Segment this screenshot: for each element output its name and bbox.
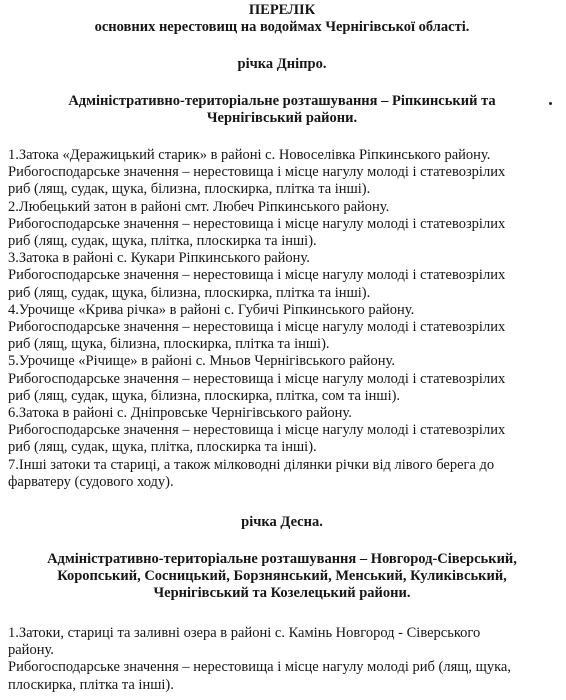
desna-admin-line-1: Адміністративно-територіальне розташування – Новгород-Сіверський, bbox=[47, 551, 517, 568]
item-value-line-2: риб (лящ, судак, щука, білизна, плоскирка, плітка, сом та інші). bbox=[8, 387, 401, 404]
list-item bbox=[8, 147, 556, 199]
list-item bbox=[8, 405, 556, 457]
item-value-line-1: Рибогосподарське значення – нерестовища і місце нагулу молоді і статевозрілих bbox=[8, 422, 506, 439]
desna-item-1 bbox=[8, 625, 556, 694]
desna-item-1-line-1: 1.Затоки, стариці та заливні озера в районі с. Камінь Новгород - Сіверського bbox=[8, 625, 481, 642]
list-item bbox=[8, 302, 556, 354]
item-value-line-2: риб (лящ, судак, щука, білизна, плоскирка, плітка та інші). bbox=[8, 284, 371, 301]
desna-item-1-line-2: району. bbox=[8, 642, 54, 659]
dnipro-heading: річка Дніпро. bbox=[237, 56, 327, 72]
dnipro-admin-line-1: Адміністративно-територіальне розташування – Ріпкинський та bbox=[68, 93, 496, 109]
item-value-line-1: Рибогосподарське значення – нерестовища і місце нагулу молоді і статевозрілих bbox=[8, 267, 506, 284]
desna-heading: річка Десна. bbox=[241, 514, 323, 531]
dnipro-item-list bbox=[8, 147, 556, 491]
item-value-line-2: риб (лящ, судак, щука, плітка, плоскирка та інші). bbox=[8, 233, 317, 250]
desna-item-1-value-line-2: плоскирка, плітка та інші). bbox=[8, 676, 174, 693]
item-place: 6.Затока в районі с. Дніпровське Чернігівського району. bbox=[8, 405, 352, 422]
item-place: 4.Урочище «Крива річка» в районі с. Губичі Ріпкинського району. bbox=[8, 301, 415, 318]
item-value-line-1: Рибогосподарське значення – нерестовища і місце нагулу молоді і статевозрілих bbox=[8, 164, 506, 181]
desna-admin-line-2: Коропський, Сосницький, Борзнянський, Менський, Куликівський, bbox=[57, 568, 507, 585]
item-place: 3.Затока в районі с. Кукари Ріпкинського району. bbox=[8, 250, 310, 267]
item-place: 5.Урочище «Річище» в районі с. Мньов Чернігівського району. bbox=[8, 353, 395, 370]
list-item bbox=[8, 353, 556, 405]
desna-admin-line-3: Чернігівський та Козелецький райони. bbox=[153, 585, 411, 602]
item-value-line-2: риб (лящ, щука, білизна, плоскирка, плітка та інші). bbox=[8, 336, 330, 353]
item-value-line-1: Рибогосподарське значення – нерестовища і місце нагулу молоді і статевозрілих bbox=[8, 370, 506, 387]
item-place: 2.Любецький затон в районі смт. Любеч Ріпкинського району. bbox=[8, 198, 390, 215]
item-7-line-1: 7.Інші затоки та стариці, а також мілководні ділянки річки від лівого берега до bbox=[8, 456, 495, 473]
document-title: ПЕРЕЛІК bbox=[248, 2, 316, 18]
dnipro-admin-line-2: Чернігівський райони. bbox=[206, 110, 358, 126]
item-7-line-2: фарватеру (судового ходу). bbox=[8, 473, 174, 490]
list-item bbox=[8, 457, 556, 491]
item-value-line-2: риб (лящ, судак, щука, білизна, плоскирка, плітка та інші). bbox=[8, 181, 371, 198]
item-value-line-1: Рибогосподарське значення – нерестовища і місце нагулу молоді і статевозрілих bbox=[8, 215, 506, 232]
list-item bbox=[8, 250, 556, 302]
scan-speck bbox=[549, 102, 552, 105]
item-place: 1.Затока «Деражицький старик» в районі с. Новоселівка Ріпкинського району. bbox=[8, 147, 491, 163]
desna-item-1-value-line-1: Рибогосподарське значення – нерестовища і місце нагулу молоді риб (лящ, щука, bbox=[8, 659, 511, 676]
document-subtitle: основних нерестовищ на водоймах Чернігівської області. bbox=[94, 19, 470, 35]
item-value-line-1: Рибогосподарське значення – нерестовища і місце нагулу молоді і статевозрілих bbox=[8, 319, 506, 336]
list-item bbox=[8, 199, 556, 251]
item-value-line-2: риб (лящ, судак, щука, плітка, плоскирка та інші). bbox=[8, 439, 317, 456]
